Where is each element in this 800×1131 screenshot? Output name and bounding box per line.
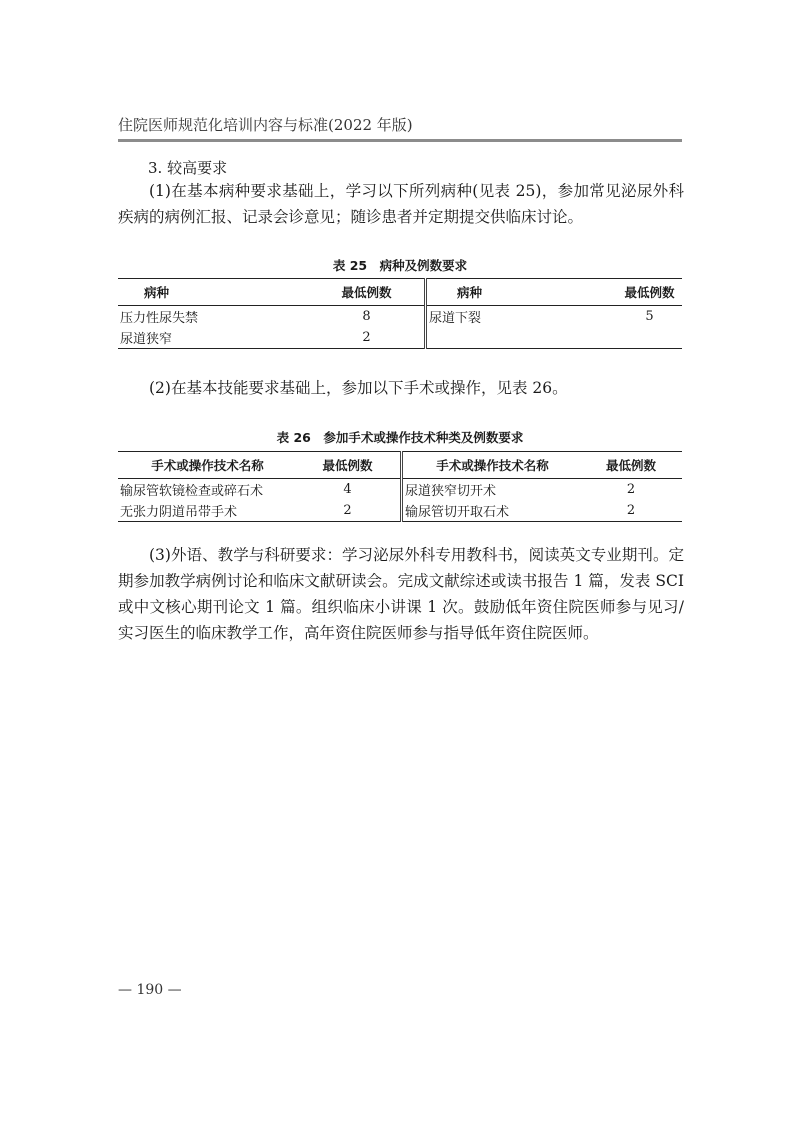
table-cell: 压力性尿失禁 [120, 311, 199, 326]
table-cell: 4 [343, 482, 352, 497]
table-header-cell: 病种 [118, 279, 309, 306]
table-cell: 2 [626, 482, 636, 497]
page-number: — 190 — [118, 982, 182, 998]
table-25-caption: 表 25 病种及例数要求 [332, 258, 468, 273]
table-row [118, 306, 682, 328]
header-rule [118, 139, 682, 142]
running-head: 住院医师规范化培训内容与标准(2022 年版) [118, 116, 413, 134]
table-cell: 8 [362, 309, 371, 324]
table-26 [118, 451, 682, 522]
table-header-cell: 最低例数 [309, 279, 426, 306]
table-row [118, 479, 682, 501]
table-cell: 尿道下裂 [426, 306, 618, 328]
paragraph-3: (3)外语、教学与科研要求：学习泌尿外科专用教科书，阅读英文专业期刊。定期参加教学病例讨论和临床文献研读会。完成文献综述或读书报告 1 篇，发表 SCI 或中文核心期刊论文 1 篇。组织临床小讲课 1 次。鼓励低年资住院医师参与见习/实习医生的临床教学工作，高年资住院医师参与指导低年资住院医师。 [118, 546, 684, 642]
table-cell: 输尿管切开取石术 [402, 500, 581, 522]
table-cell: 2 [309, 327, 426, 349]
table-row [118, 327, 682, 349]
table-header-cell: 手术或操作技术名称 [402, 452, 581, 479]
section-title: 3. 较高要求 [148, 159, 228, 177]
table-25 [118, 278, 682, 349]
table-cell: 尿道狭窄切开术 [402, 479, 581, 501]
table-cell [617, 327, 682, 349]
table-cell: 无张力阴道吊带手术 [118, 500, 295, 522]
table-cell: 5 [645, 309, 654, 324]
table-header-row [118, 452, 682, 479]
table-cell: 尿道狭窄 [118, 327, 309, 349]
paragraph-2: (2)在基本技能要求基础上，参加以下手术或操作，见表 26。 [149, 379, 568, 397]
paragraph-1: (1)在基本病种要求基础上，学习以下所列病种(见表 25)，参加常见泌尿外科疾病的病例汇报、记录会诊意见；随诊患者并定期提交供临床讨论。 [118, 182, 684, 226]
table-cell: 输尿管软镜检查或碎石术 [120, 484, 264, 499]
table-header-cell: 最低例数 [580, 452, 682, 479]
table-header-cell: 手术或操作技术名称 [118, 452, 295, 479]
table-row [118, 500, 682, 522]
table-cell: 2 [295, 500, 402, 522]
table-26-caption: 表 26 参加手术或操作技术种类及例数要求 [276, 430, 524, 445]
table-cell [426, 327, 618, 349]
table-header-cell: 病种 [426, 279, 618, 306]
table-header-row [118, 279, 682, 306]
table-header-cell: 最低例数 [617, 279, 682, 306]
table-cell: 2 [580, 500, 682, 522]
table-header-cell: 最低例数 [295, 452, 402, 479]
